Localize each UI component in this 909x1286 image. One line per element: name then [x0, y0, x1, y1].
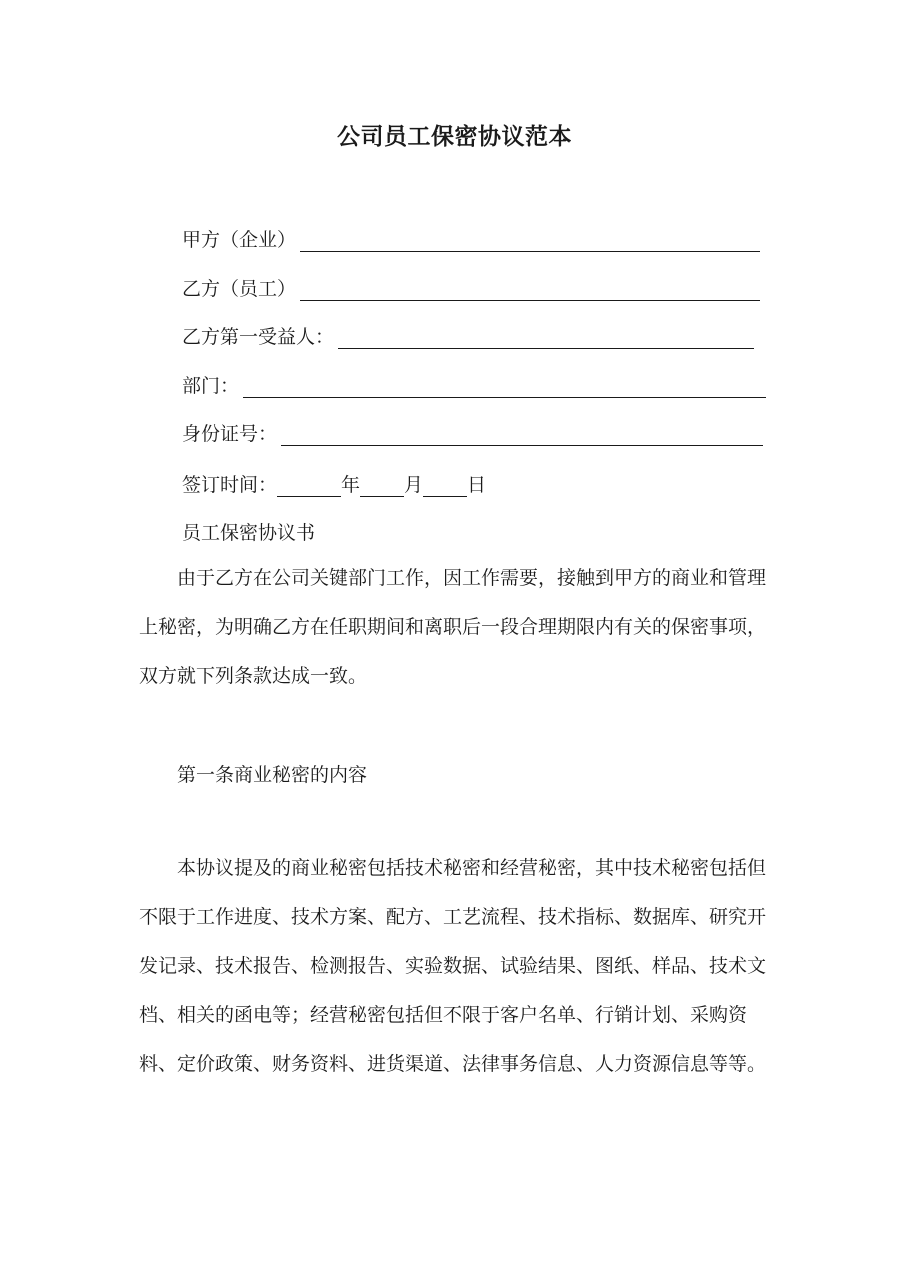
signing-date-row [182, 470, 486, 497]
beneficiary-label: 乙方第一受益人： [182, 326, 335, 348]
year-suffix: 年 [341, 474, 361, 496]
department-blank-line [243, 375, 766, 398]
department-label: 部门： [182, 375, 240, 397]
beneficiary-blank-line [338, 326, 754, 349]
id-number-field [182, 420, 763, 446]
day-blank [423, 476, 467, 497]
id-number-label: 身份证号： [182, 423, 278, 445]
article-1-paragraph: 本协议提及的商业秘密包括技术秘密和经营秘密，其中技术秘密包括但不限于工作进度、技术方案、配方、工艺流程、技术指标、数据库、研究开发记录、技术报告、检测报告、实验数据、试验结果、图纸、样品、技术文档、相关的函电等；经营秘密包括但不限于客户名单、行销计划、采购资料、定价政策、财务资料、进货渠道、法律事务信息、人力资源信息等等。 [139, 857, 767, 1075]
document-title: 公司员工保密协议范本 [337, 123, 572, 150]
id-number-blank-line [281, 423, 763, 446]
party-a-field [182, 226, 760, 252]
day-suffix: 日 [467, 474, 487, 496]
intro-paragraph: 由于乙方在公司关键部门工作，因工作需要，接触到甲方的商业和管理上秘密，为明确乙方在任职期间和离职后一段合理期限内有关的保密事项，双方就下列条款达成一致。 [139, 567, 767, 687]
article-1-heading: 第一条商业秘密的内容 [177, 764, 368, 786]
department-field [182, 372, 766, 398]
beneficiary-field [182, 323, 754, 349]
agreement-heading: 员工保密协议书 [182, 522, 316, 544]
party-b-blank-line [300, 278, 760, 301]
party-b-field [182, 275, 760, 301]
party-a-label: 甲方（企业） [182, 229, 297, 251]
month-suffix: 月 [404, 474, 424, 496]
party-a-blank-line [300, 229, 760, 252]
signing-date-label: 签订时间： [182, 474, 278, 496]
party-b-label: 乙方（员工） [182, 278, 297, 300]
month-blank [360, 476, 404, 497]
year-blank [277, 476, 341, 497]
